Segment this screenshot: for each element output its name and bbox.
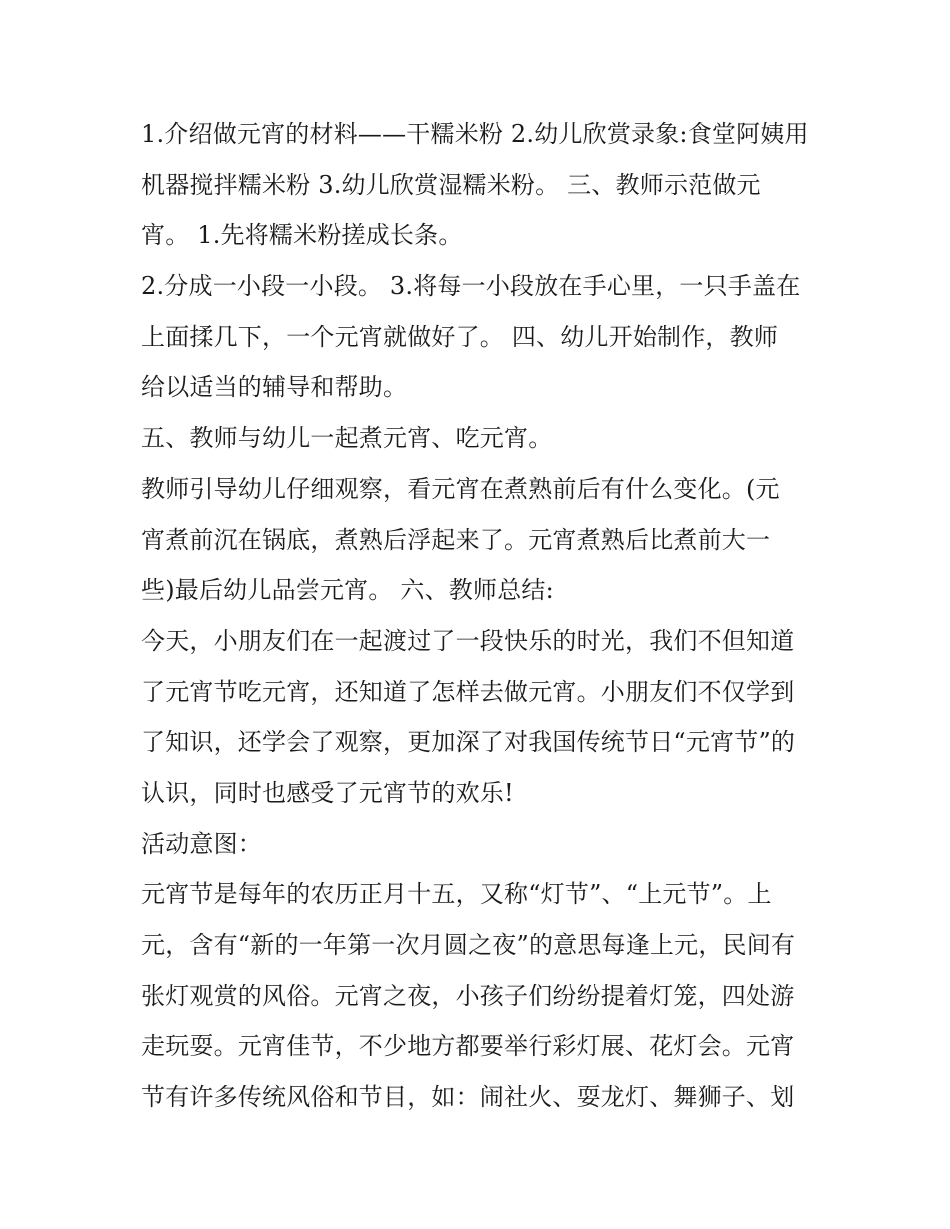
text-line: 教师引导幼儿仔细观察，看元宵在煮熟前后有什么变化。(元 [141, 474, 780, 503]
section-heading: 活动意图： [141, 829, 262, 858]
text-line: 张灯观赏的风俗。元宵之夜，小孩子们纷纷提着灯笼，四处游 [141, 981, 795, 1010]
text-line: 走玩耍。元宵佳节，不少地方都要举行彩灯展、花灯会。元宵 [141, 1032, 795, 1061]
text-line: 了知识，还学会了观察，更加深了对我国传统节日“元宵节”的 [141, 728, 796, 757]
text-line: 2.分成一小段一小段。 3.将每一小段放在手心里，一只手盖在 [141, 272, 801, 301]
text-line: 机器搅拌糯米粉 3.幼儿欣赏湿糯米粉。 三、教师示范做元 [141, 170, 761, 199]
text-line: 认识，同时也感受了元宵节的欢乐! [141, 778, 514, 807]
text-line: 些)最后幼儿品尝元宵。 六、教师总结: [141, 576, 554, 605]
text-line: 1.介绍做元宵的材料——干糯米粉 2.幼儿欣赏录象:食堂阿姨用 [141, 120, 809, 148]
document-body [141, 109, 821, 1123]
text-line: 今天，小朋友们在一起渡过了一段快乐的时光，我们不但知道 [141, 626, 795, 655]
text-line: 元，含有“新的一年第一次月圆之夜”的意思每逢上元，民间有 [141, 931, 796, 959]
text-line: 宵煮前沉在锅底，煮熟后浮起来了。元宵煮熟后比煮前大一 [141, 525, 771, 554]
text-line: 宵。 1.先将糯米粉搓成长条。 [141, 221, 463, 250]
text-line: 上面揉几下，一个元宵就做好了。 四、幼儿开始制作，教师 [141, 322, 779, 351]
text-line: 五、教师与幼儿一起煮元宵、吃元宵。 [141, 424, 553, 453]
text-line: 节有许多传统风俗和节目，如：闹社火、耍龙灯、舞狮子、划 [141, 1083, 795, 1112]
text-line: 给以适当的辅导和帮助。 [141, 373, 408, 402]
text-line: 了元宵节吃元宵，还知道了怎样去做元宵。小朋友们不仅学到 [141, 677, 795, 706]
text-line: 元宵节是每年的农历正月十五，又称“灯节”、“上元节”。上 [141, 880, 772, 909]
